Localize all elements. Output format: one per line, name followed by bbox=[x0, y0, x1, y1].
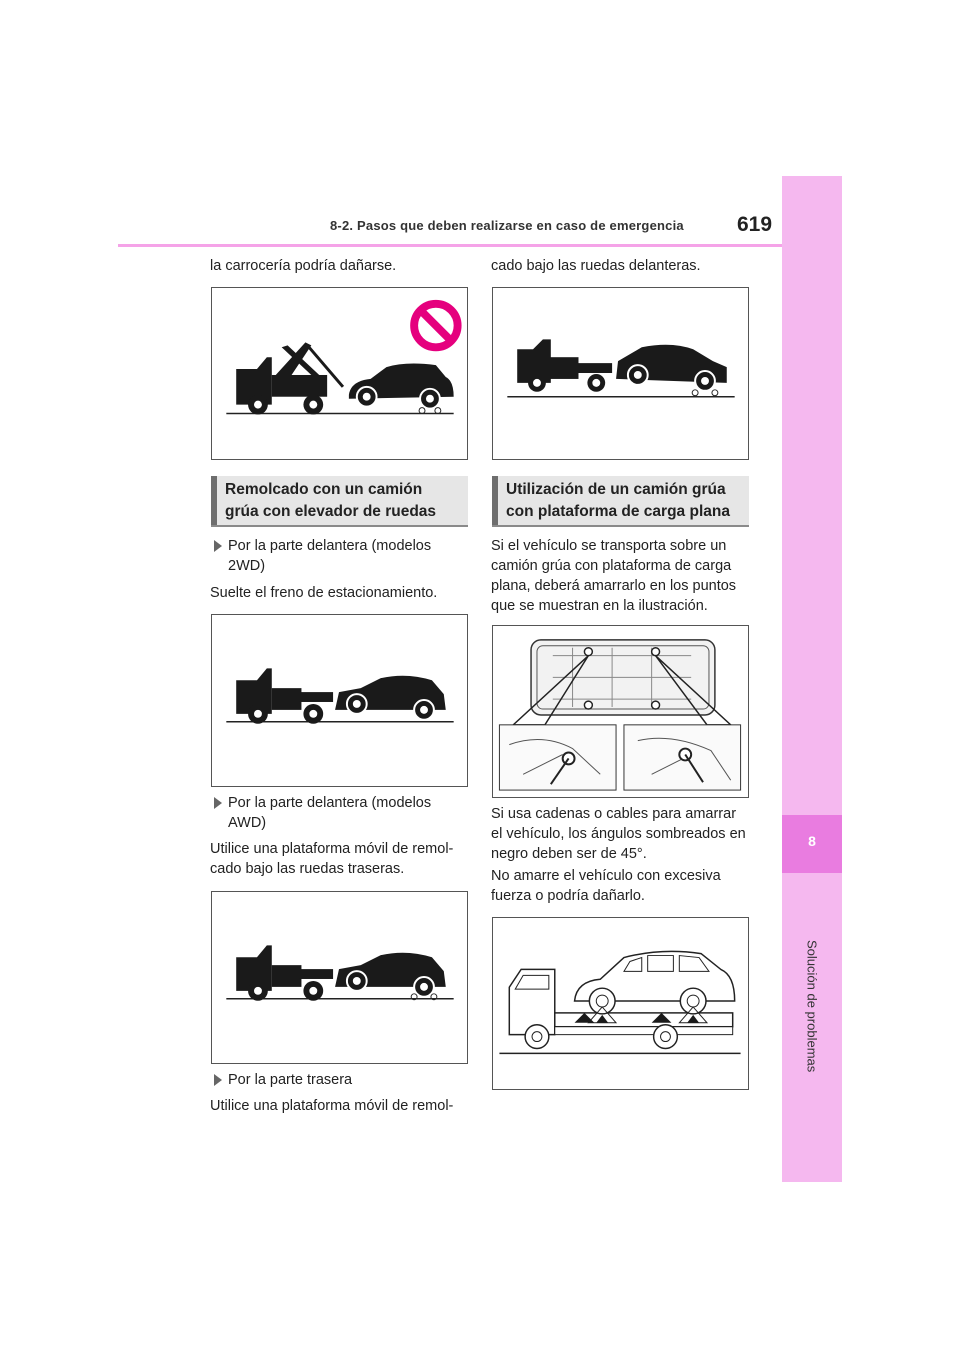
section-heading-line: Remolcado con un camión bbox=[225, 481, 423, 498]
section-heading-wheel-lift bbox=[211, 476, 468, 527]
instruction-text: Suelte el freno de estacionamiento. bbox=[210, 585, 438, 601]
bullet-front-2wd bbox=[228, 536, 431, 576]
figure-tie-down-points bbox=[492, 625, 749, 798]
figure-rear-tow bbox=[492, 287, 749, 460]
bullet-text: Por la parte delantera (modelos bbox=[228, 795, 432, 811]
bullet-front-awd bbox=[228, 793, 431, 833]
text-line: Utilice una plataforma móvil de remol- bbox=[210, 841, 454, 857]
left-intro-text: la carrocería podría dañarse. bbox=[210, 258, 397, 274]
text-line: que se muestran en la ilustración. bbox=[491, 598, 708, 614]
instruction-text bbox=[210, 839, 453, 879]
text-line: No amarre el vehículo con excesiva bbox=[491, 868, 721, 884]
text-line: el vehículo, los ángulos sombreados en bbox=[491, 826, 746, 842]
flatbed-instructions bbox=[491, 536, 736, 616]
chapter-number: 8 bbox=[808, 833, 816, 849]
text-line: Si usa cadenas o cables para amarrar bbox=[491, 806, 737, 822]
figure-prohibited-tow bbox=[211, 287, 468, 460]
figure-front-awd bbox=[211, 891, 468, 1064]
bullet-arrow-icon bbox=[214, 797, 222, 809]
bullet-text: Por la parte delantera (modelos bbox=[228, 538, 432, 554]
section-heading-line: grúa con elevador de ruedas bbox=[225, 503, 437, 520]
text-line: negro deben ser de 45°. bbox=[491, 846, 647, 862]
bullet-text: Por la parte trasera bbox=[228, 1072, 353, 1088]
chapter-label: Solución de problemas bbox=[804, 940, 820, 1073]
section-heading-line: con plataforma de carga plana bbox=[506, 503, 730, 520]
text-line: fuerza o podría dañarlo. bbox=[491, 888, 645, 904]
text-line: Si el vehículo se transporta sobre un bbox=[491, 538, 727, 554]
force-warning bbox=[491, 866, 721, 906]
bullet-rear bbox=[228, 1070, 352, 1090]
section-heading-line: Utilización de un camión grúa bbox=[506, 481, 726, 498]
figure-front-2wd bbox=[211, 614, 468, 787]
bullet-arrow-icon bbox=[214, 540, 222, 552]
bullet-text: 2WD) bbox=[228, 558, 266, 574]
text-line: cado bajo las ruedas traseras. bbox=[210, 861, 405, 877]
instruction-text: Utilice una plataforma móvil de remol- bbox=[210, 1098, 454, 1114]
figure-flatbed-truck bbox=[492, 917, 749, 1090]
header-rule bbox=[118, 244, 782, 247]
section-heading-flatbed bbox=[492, 476, 749, 527]
right-intro-text: cado bajo las ruedas delanteras. bbox=[491, 258, 701, 274]
text-line: camión grúa con plataforma de carga bbox=[491, 558, 732, 574]
page-number: 619 bbox=[737, 213, 773, 236]
section-title: 8-2. Pasos que deben realizarse en caso de emergencia bbox=[330, 218, 684, 233]
chain-angle-note bbox=[491, 804, 746, 864]
bullet-text: AWD) bbox=[228, 815, 267, 831]
text-line: plana, deberá amarrarlo en los puntos bbox=[491, 578, 737, 594]
bullet-arrow-icon bbox=[214, 1074, 222, 1086]
